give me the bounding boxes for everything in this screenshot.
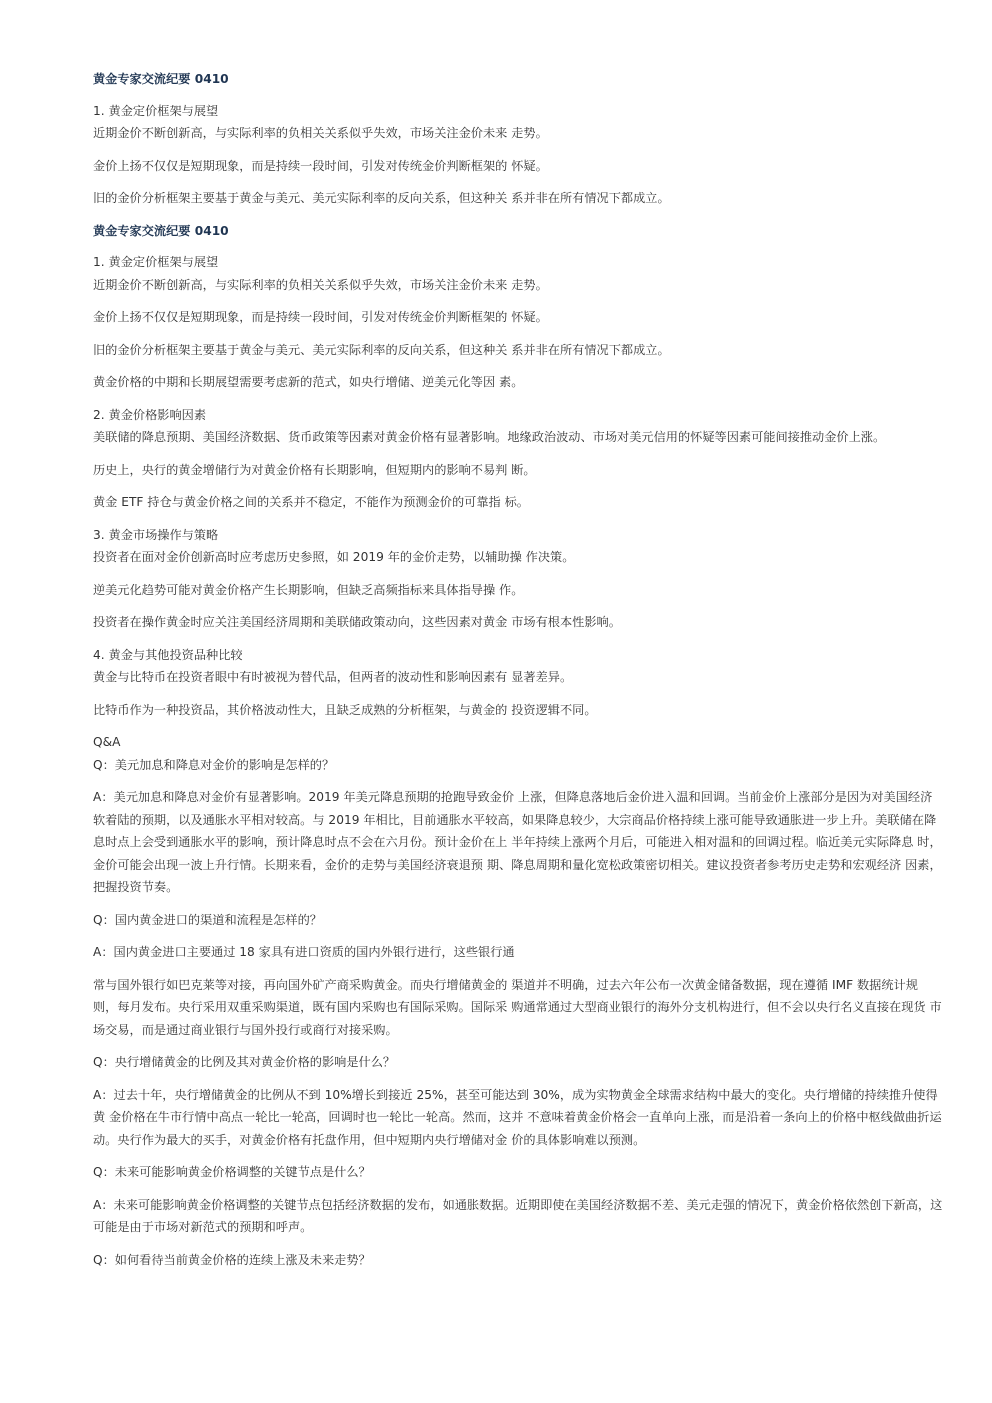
paragraph: 比特币作为一种投资品，其价格波动性大，且缺乏成熟的分析框架，与黄金的 投资逻辑不同。	[93, 702, 597, 717]
paragraph: 美联储的降息预期、美国经济数据、货币政策等因素对黄金价格有显著影响。地缘政治波动、市场对美元信用的怀疑等因素可能间接推动金价上涨。	[93, 430, 886, 444]
document-title: 黄金专家交流纪要 0410	[93, 72, 229, 86]
section-heading: 3. 黄金市场操作与策略	[93, 527, 219, 542]
paragraph: 常与国外银行如巴克莱等对接，再向国外矿产商采购黄金。而央行增储黄金的 渠道并不明确，过去六年公布一次黄金储备数据，现在遵循 IMF 数据统计规 则，每月发布。央行采用双重采购渠道，既有国内采购也有国际采购。国际采 购通常通过大型商业银行的海外分支机构进行，但不会以央行名义直接在现货 市场交易，而是通过商业银行与国外投行或商行对接采购。	[93, 977, 942, 1037]
paragraph: 投资者在面对金价创新高时应考虑历史参照，如 2019 年的金价走势，以辅助操 作决策。	[93, 550, 575, 564]
paragraph: 金价上扬不仅仅是短期现象，而是持续一段时间，引发对传统金价判断框架的 怀疑。	[93, 310, 548, 324]
document-body	[93, 68, 943, 1281]
paragraph: 黄金 ETF 持仓与黄金价格之间的关系并不稳定，不能作为预测金价的可靠指 标。	[93, 495, 529, 509]
paragraph: Q：央行增储黄金的比例及其对黄金价格的影响是什么？	[93, 1055, 396, 1069]
paragraph: Q：国内黄金进口的渠道和流程是怎样的？	[93, 912, 322, 927]
paragraph: A：国内黄金进口主要通过 18 家具有进口资质的国内外银行进行，这些银行通	[93, 945, 515, 959]
paragraph: 逆美元化趋势可能对黄金价格产生长期影响，但缺乏高频指标来具体指导操 作。	[93, 582, 524, 597]
section-heading: 1. 黄金定价框架与展望	[93, 103, 219, 118]
paragraph: 金价上扬不仅仅是短期现象，而是持续一段时间，引发对传统金价判断框架的 怀疑。	[93, 158, 548, 173]
paragraph: A：未来可能影响黄金价格调整的关键节点包括经济数据的发布，如通胀数据。近期即使在美国经济数据不差、美元走强的情况下，黄金价格依然创下新高，这可能是由于市场对新范式的预期和呼声。	[93, 1197, 943, 1234]
paragraph: 投资者在操作黄金时应关注美国经济周期和美联储政策动向，这些因素对黄金 市场有根本性影响。	[93, 615, 621, 629]
paragraph: Q：美元加息和降息对金价的影响是怎样的？	[93, 757, 335, 772]
paragraph: 旧的金价分析框架主要基于黄金与美元、美元实际利率的反向关系，但这种关 系并非在所有情况下都成立。	[93, 191, 670, 205]
paragraph: 近期金价不断创新高，与实际利率的负相关关系似乎失效，市场关注金价未来 走势。	[93, 126, 548, 140]
paragraph: 旧的金价分析框架主要基于黄金与美元、美元实际利率的反向关系，但这种关 系并非在所有情况下都成立。	[93, 342, 670, 357]
paragraph: 近期金价不断创新高，与实际利率的负相关关系似乎失效，市场关注金价未来 走势。	[93, 277, 548, 292]
document-title: 黄金专家交流纪要 0410	[93, 223, 229, 238]
paragraph: Q：未来可能影响黄金价格调整的关键节点是什么？	[93, 1165, 371, 1179]
paragraph: Q：如何看待当前黄金价格的连续上涨及未来走势？	[93, 1252, 371, 1267]
paragraph: A：美元加息和降息对金价有显著影响。2019 年美元降息预期的抢跑导致金价 上涨，但降息落地后金价进入温和回调。当前金价上涨部分是因为对美国经济 软着陆的预期，以及通胀水平相对较高。与 2019 年相比，目前通胀水平较高，如果降息较少，大宗商品价格持续上涨可能导致通胀进一步上升。美联储在降 息时点上会受到通胀水平的影响，预计降息时点不会在六月份。预计金价在上 半年持续上涨两个月后，可能进入相对温和的回调过程。临近美元实际降息 时，金价可能会出现一波上升行情。长期来看，金价的走势与美国经济衰退预 期、降息周期和量化宽松政策密切相关。建议投资者参考历史走势和宏观经济 因素，把握投资节奏。	[93, 790, 942, 894]
paragraph: 黄金价格的中期和长期展望需要考虑新的范式，如央行增储、逆美元化等因 素。	[93, 375, 524, 389]
paragraph: 历史上，央行的黄金增储行为对黄金价格有长期影响，但短期内的影响不易判 断。	[93, 462, 536, 477]
section-heading: 4. 黄金与其他投资品种比较	[93, 647, 243, 662]
paragraph: A：过去十年，央行增储黄金的比例从不到 10%增长到接近 25%，甚至可能达到 30%，成为实物黄金全球需求结构中最大的变化。央行增储的持续推升使得黄 金价格在牛市行情中高点一轮比一轮高，回调时也一轮比一轮高。然而，这并 不意味着黄金价格会一直单向上涨，而是沿着一条向上的价格中枢线做曲折运 动。央行作为最大的买手，对黄金价格有托盘作用，但中短期内央行增储对金 价的具体影响难以预测。	[93, 1087, 942, 1147]
section-heading: 2. 黄金价格影响因素	[93, 407, 207, 422]
paragraph: 黄金与比特币在投资者眼中有时被视为替代品，但两者的波动性和影响因素有 显著差异。	[93, 670, 573, 684]
section-heading: 1. 黄金定价框架与展望	[93, 255, 219, 269]
section-label: Q&A	[93, 735, 121, 749]
